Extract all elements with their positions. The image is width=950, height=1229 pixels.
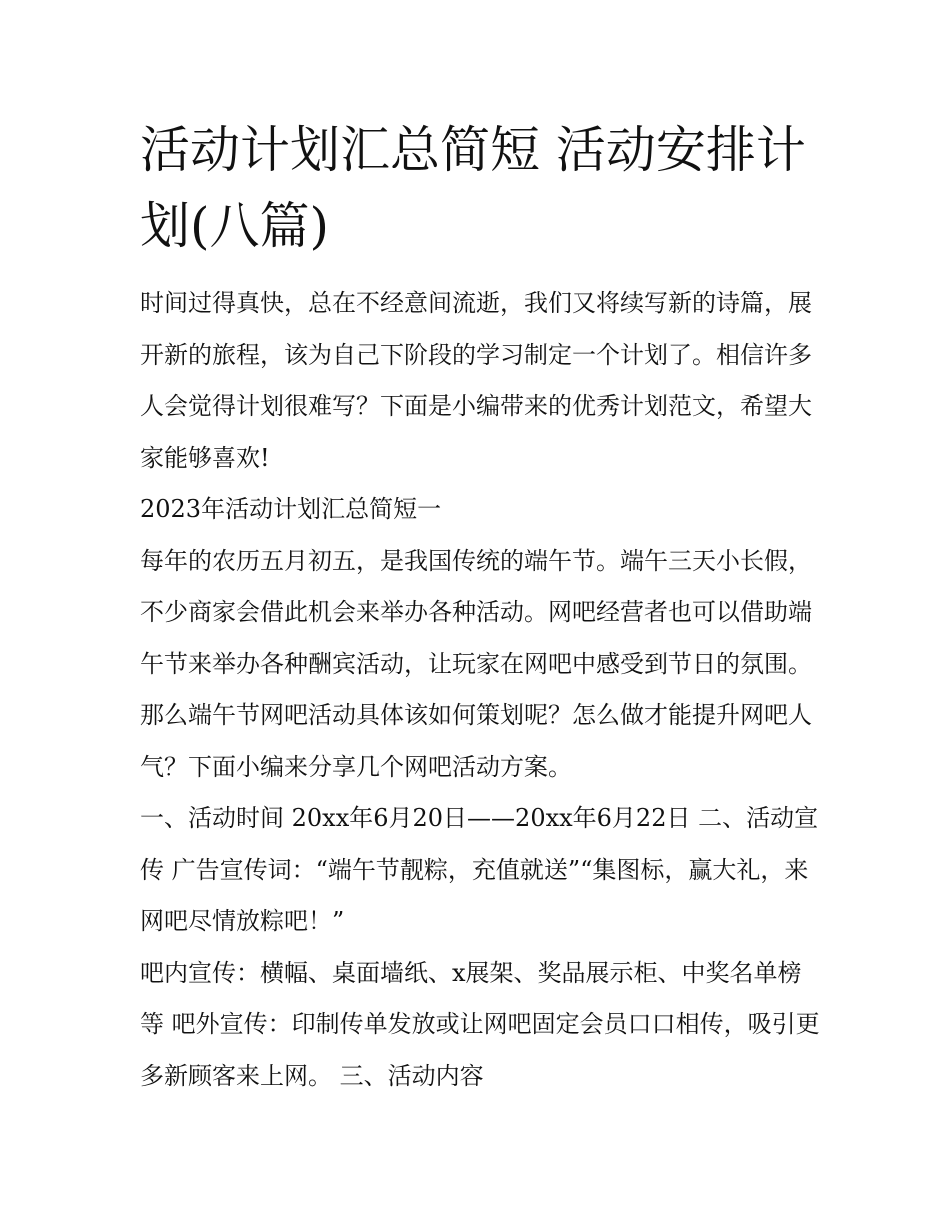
intro-paragraph: 时间过得真快，总在不经意间流逝，我们又将续写新的诗篇，展开新的旅程，该为自己下阶段的学习制定一个计划了。相信许多人会觉得计划很难写？下面是小编带来的优秀计划范文，希望大家能够喜欢! <box>140 289 812 472</box>
document-title: 活动计划汇总简短 活动安排计划(八篇) <box>140 121 806 255</box>
section-heading: 2023年活动计划汇总简短一 <box>140 495 442 523</box>
document-body <box>140 278 822 1102</box>
body-paragraph: 每年的农历五月初五，是我国传统的端午节。端午三天小长假，不少商家会借此机会来举办各种活动。网吧经营者也可以借助端午节来举办各种酬宾活动，让玩家在网吧中感受到节日的氛围。那么端午节网吧活动具体该如何策划呢？怎么做才能提升网吧人气？下面小编来分享几个网吧活动方案。 <box>140 546 812 781</box>
body-paragraph: 一、活动时间 20xx年6月20日——20xx年6月22日 二、活动宣传 广告宣传词：“端午节靓粽，充值就送”“集图标，赢大礼，来网吧尽情放粽吧！” <box>140 804 819 935</box>
body-paragraph: 吧内宣传：横幅、桌面墙纸、x展架、奖品展示柜、中奖名单榜等 吧外宣传：印制传单发放或让网吧固定会员口口相传，吸引更多新顾客来上网。 三、活动内容 <box>140 958 820 1090</box>
